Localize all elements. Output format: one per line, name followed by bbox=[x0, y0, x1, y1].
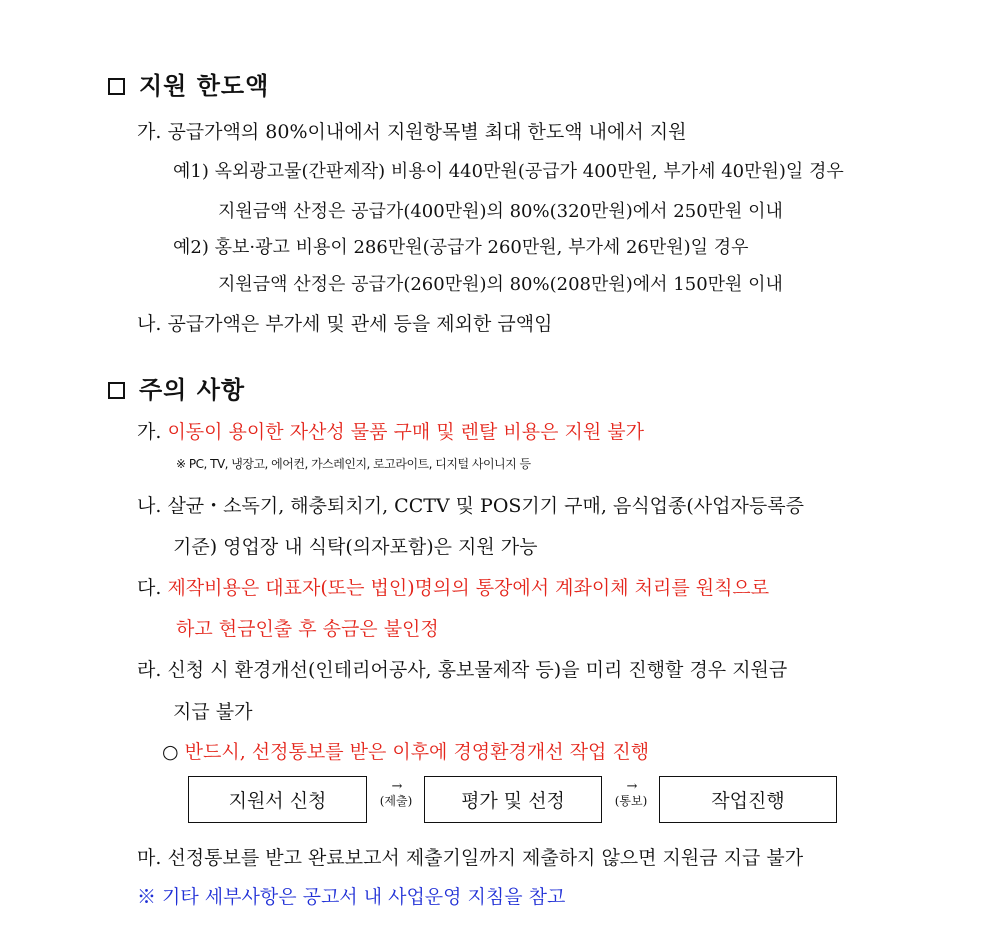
reference-note: ※ 기타 세부사항은 공고서 내 사업운영 지침을 참고 bbox=[137, 886, 566, 908]
right-arrow-icon: → bbox=[391, 779, 401, 794]
notes-item-ma bbox=[137, 843, 803, 870]
section-heading-notes bbox=[108, 370, 245, 405]
item-marker: 마. bbox=[137, 847, 162, 869]
item-marker: 라. bbox=[137, 659, 162, 681]
section-title: 주의 사항 bbox=[139, 376, 246, 404]
flow-arrow-notify bbox=[604, 780, 658, 808]
item-text: 선정통보를 받고 완료보고서 제출기일까지 제출하지 않으면 지원금 지급 불가 bbox=[167, 847, 804, 869]
notes-item-ra-line-2: 지급 불가 bbox=[173, 701, 253, 723]
flow-step-apply: 지원서 신청 bbox=[188, 776, 367, 823]
example-2-line-1: 예2) 홍보·광고 비용이 286만원(공급가 260만원, 부가세 26만원)일 경우 bbox=[173, 237, 749, 258]
item-text: 살균・소독기, 해충퇴치기, CCTV 및 POS기기 구매, 음식업종(사업자등록증 bbox=[167, 495, 804, 517]
example-1-line-2: 지원금액 산정은 공급가(400만원)의 80%(320만원)에서 250만원 이내 bbox=[218, 201, 783, 222]
right-arrow-icon: → bbox=[626, 779, 636, 794]
square-bullet-icon bbox=[108, 382, 125, 399]
example-2-line-2: 지원금액 산정은 공급가(260만원)의 80%(208만원)에서 150만원 이내 bbox=[218, 274, 783, 295]
item-text: 공급가액은 부가세 및 관세 등을 제외한 금액임 bbox=[167, 313, 553, 335]
notes-item-ga-note: ※ PC, TV, 냉장고, 에어컨, 가스레인지, 로고라이트, 디지털 사이니지 등 bbox=[176, 457, 531, 471]
flow-arrow-submit bbox=[369, 780, 423, 808]
item-marker: 나. bbox=[137, 313, 162, 335]
example-1-line-1: 예1) 옥외광고물(간판제작) 비용이 440만원(공급가 400만원, 부가세 40만원)일 경우 bbox=[173, 161, 844, 182]
section-title: 지원 한도액 bbox=[139, 72, 270, 100]
notes-item-ga bbox=[137, 417, 644, 444]
item-text-warning: 이동이 용이한 자산성 물품 구매 및 렌탈 비용은 지원 불가 bbox=[167, 421, 644, 443]
arrow-label: (통보) bbox=[614, 794, 648, 808]
notes-item-na bbox=[137, 491, 804, 518]
arrow-label: (제출) bbox=[379, 794, 413, 808]
item-marker: 나. bbox=[137, 495, 162, 517]
item-text: 신청 시 환경개선(인테리어공사, 홍보물제작 등)을 미리 진행할 경우 지원금 bbox=[167, 659, 788, 681]
notes-item-na-line-2: 기준) 영업장 내 식탁(의자포함)은 지원 가능 bbox=[173, 536, 538, 558]
bullet-text-warning: 반드시, 선정통보를 받은 이후에 경영환경개선 작업 진행 bbox=[184, 741, 650, 763]
notes-item-da-line-2: 하고 현금인출 후 송금은 불인정 bbox=[176, 618, 439, 640]
limit-item-ga bbox=[137, 117, 686, 144]
section-heading-limit bbox=[108, 66, 269, 101]
limit-item-na bbox=[137, 309, 552, 336]
square-bullet-icon bbox=[108, 78, 125, 95]
item-marker: 가. bbox=[137, 421, 162, 443]
notes-bullet bbox=[162, 737, 649, 764]
circle-bullet-icon: ○ bbox=[162, 741, 179, 763]
item-text-warning: 제작비용은 대표자(또는 법인)명의의 통장에서 계좌이체 처리를 원칙으로 bbox=[167, 577, 770, 599]
flow-step-evaluate: 평가 및 선정 bbox=[424, 776, 602, 823]
item-marker: 다. bbox=[137, 577, 162, 599]
notes-item-ra bbox=[137, 655, 787, 682]
flow-step-work: 작업진행 bbox=[659, 776, 837, 823]
item-marker: 가. bbox=[137, 121, 162, 143]
item-text: 공급가액의 80%이내에서 지원항목별 최대 한도액 내에서 지원 bbox=[167, 121, 687, 143]
notes-item-da bbox=[137, 573, 769, 600]
